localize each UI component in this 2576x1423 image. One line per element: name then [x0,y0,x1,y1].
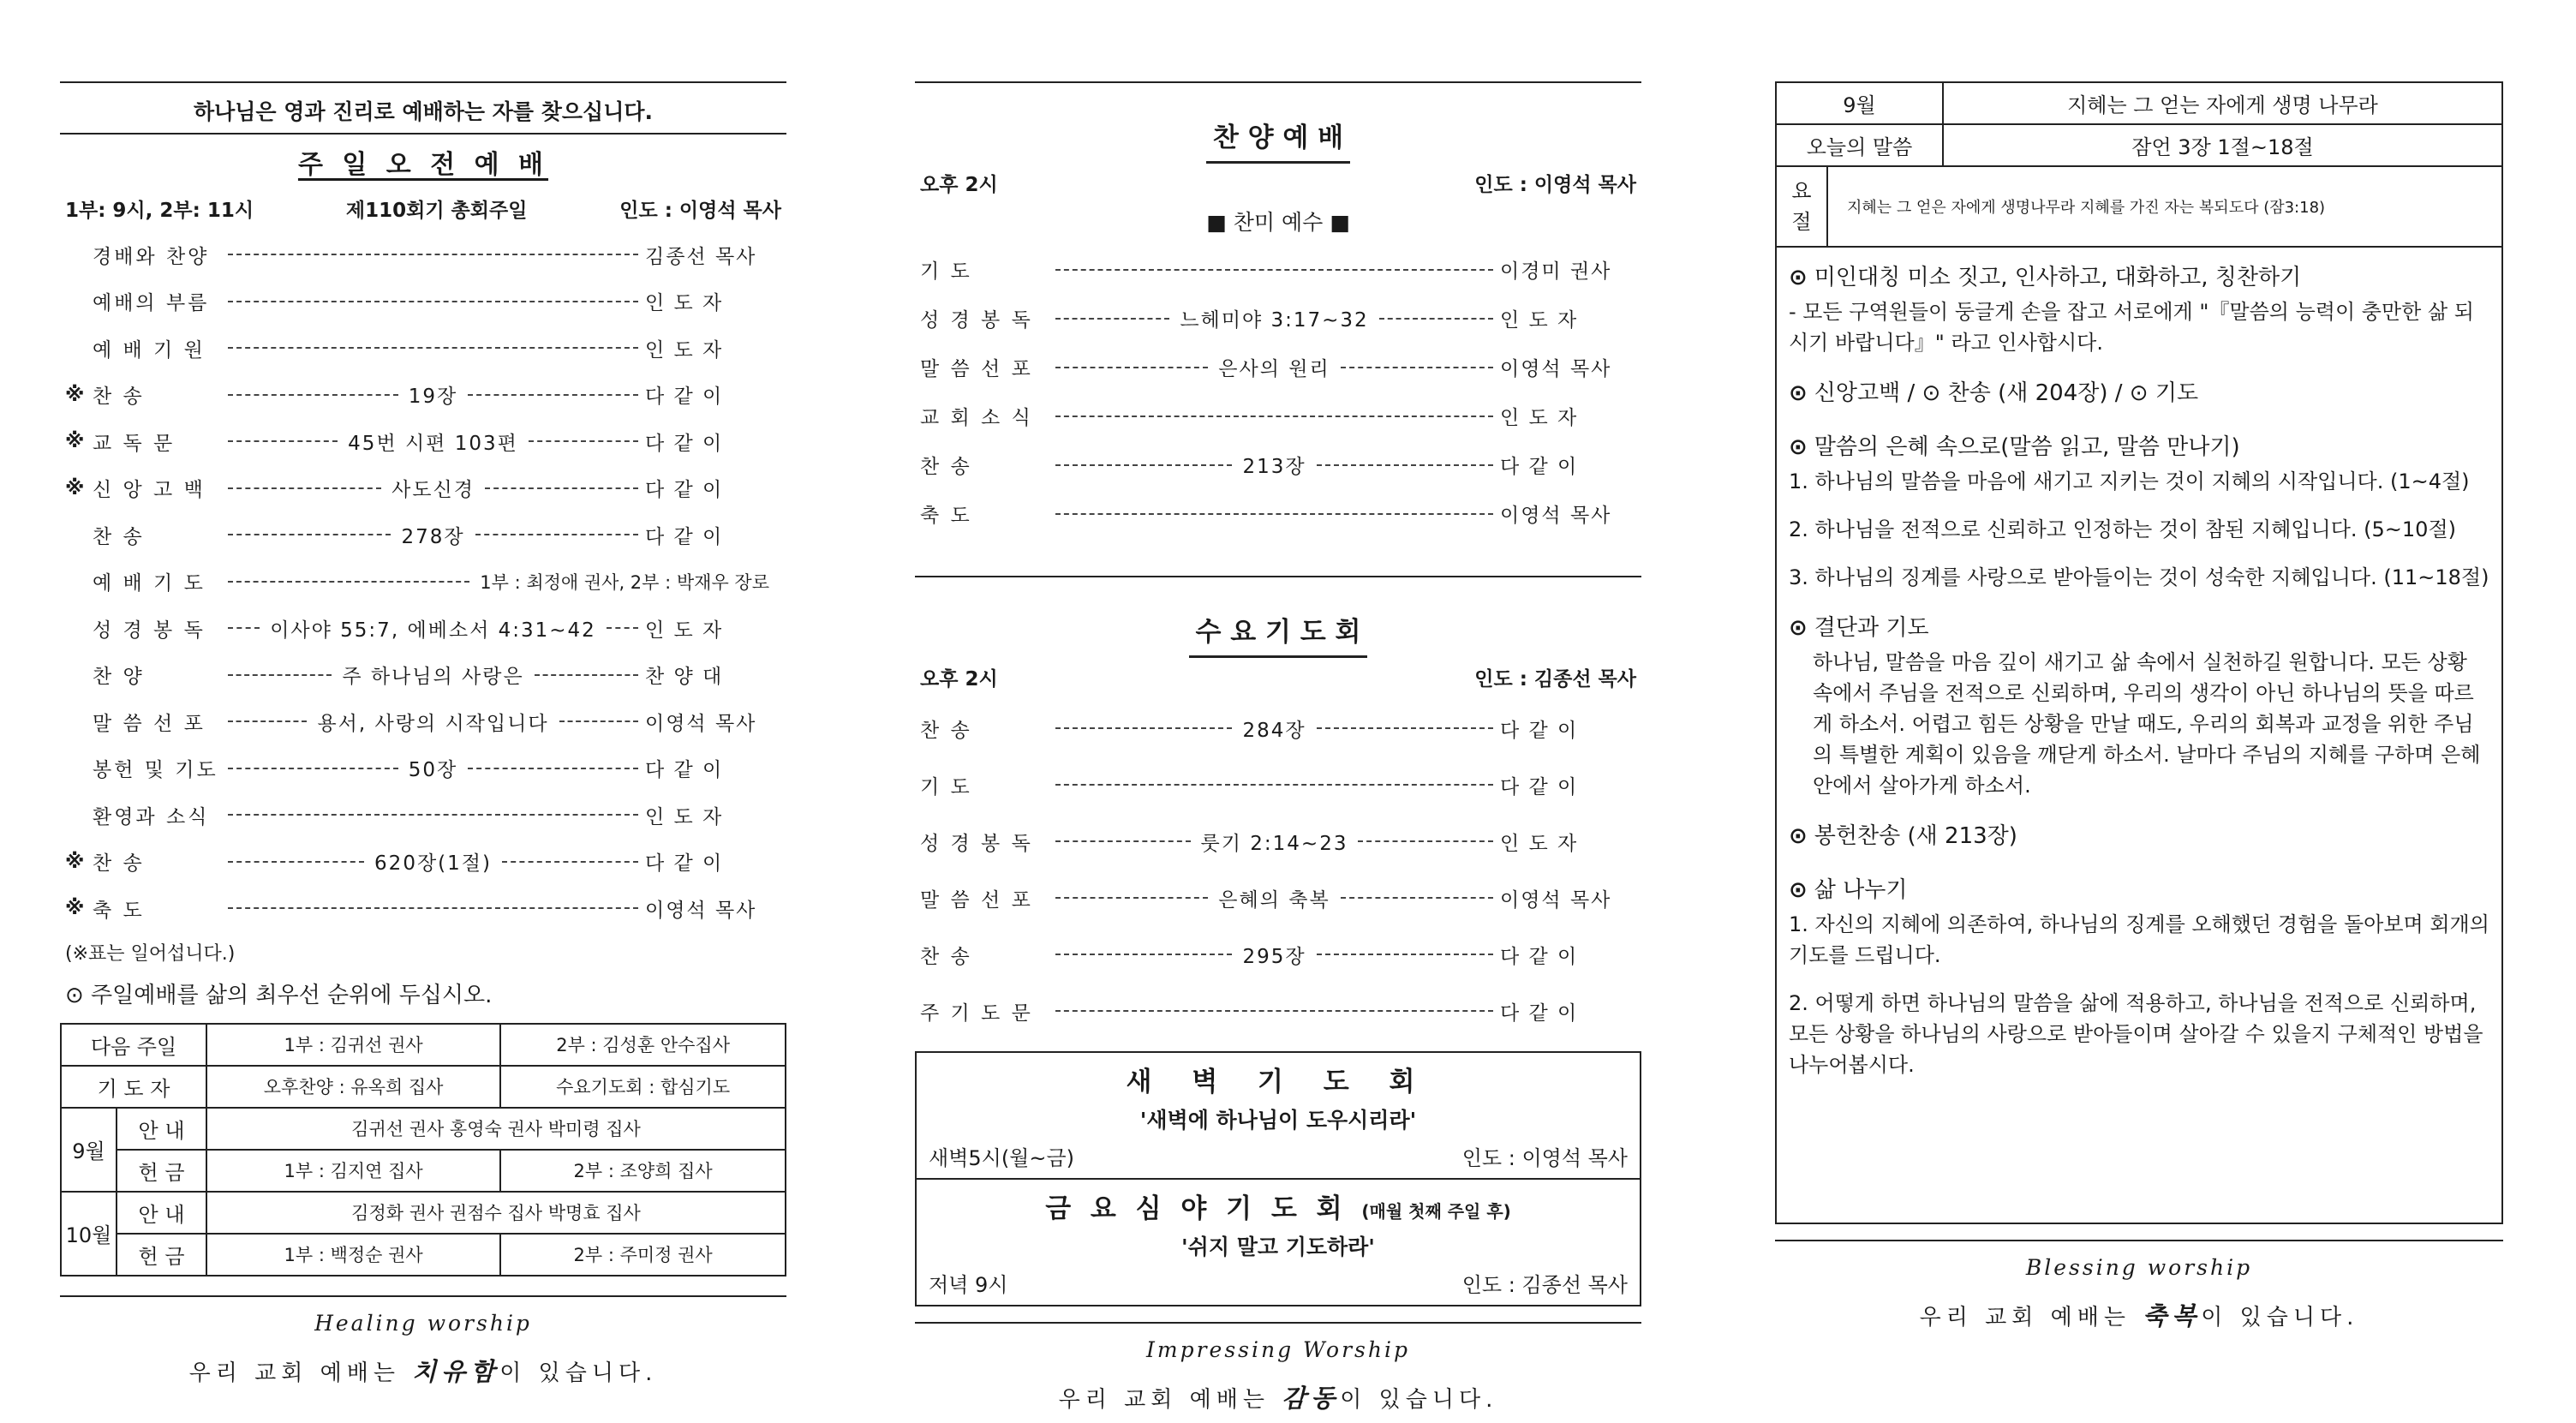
friday-time: 저녁 9시 [929,1273,1008,1297]
leader-line [1055,416,1493,417]
item-person: 인 도 자 [1500,407,1579,429]
item-person: 다 같 이 [645,479,724,502]
footer-text: 이 있습니다. [2201,1305,2359,1330]
list-item [60,559,786,606]
divider [915,576,1641,577]
section-text: 하나님, 말씀을 마음 깊이 새기고 삶 속에서 실천하길 원합니다. 모든 상황 속에서 주님을 전적으로 신뢰하며, 우리의 생각이 아닌 하나님의 뜻을 따르게 하소서. 어렵고 힘든 상황을 만날 때도, 우리의 회복과 교정을 위한 주님의 특별한 계획이 있음을 깨닫게 하소서. 날마다 주님의 지혜를 구하며 은혜 안에서 살아가게 하소서. [1813,650,2481,798]
section-heading [1789,818,2489,850]
item-person: 다 같 이 [1500,1001,1579,1025]
list-item [915,983,1641,1039]
leader-line [1055,513,1493,515]
section-text: - 모든 구역원들이 둥글게 손을 잡고 서로에게 "『말씀의 능력이 충만한 삶 되시기 바랍니다』" 라고 인사합시다. [1789,300,2474,355]
devotion-body [1775,248,2503,1224]
divider [915,81,1641,83]
leader-line [228,847,638,876]
table-row [61,1192,786,1234]
sep-guide: 김귀선 권사 홍영숙 권사 박미령 집사 [206,1108,786,1150]
section-text: 3. 하나님의 징계를 사랑으로 받아들이는 것이 성숙한 지혜입니다. (11~18절) [1789,565,2489,589]
oct-guide: 김정화 권사 권점수 집사 박명효 집사 [206,1192,786,1234]
item-name: 교 독 문 [93,432,176,455]
item-detail: 213장 [1242,456,1306,478]
friday-title-text: 금 요 심 야 기 도 회 [1045,1193,1348,1224]
item-person: 인 도 자 [1500,309,1579,332]
section-text: 1. 하나님의 말씀을 마음에 새기고 지키는 것이 지혜의 시작입니다. (1~4절) [1789,469,2470,493]
item-detail: 은사의 원리 [1218,358,1330,380]
leader-line [228,661,638,689]
sep-label: 9월 [61,1108,117,1192]
section-text: 2. 하나님을 전적으로 신뢰하고 인정하는 것이 참된 지혜입니다. (5~10절) [1789,517,2456,541]
leader-line [228,427,638,456]
wednesday-title [915,610,1641,658]
list-item [60,418,786,465]
order-of-worship [60,231,786,932]
wednesday-leader: 인도 : 김종선 목사 [1474,668,1636,691]
leader-line [228,474,638,502]
wednesday-time: 오후 2시 [920,668,998,691]
item-name: 말 씀 선 포 [93,712,206,735]
item-person: 이영석 목사 [1500,358,1612,380]
item-detail: 사도신경 [391,479,475,502]
leader-line [228,347,638,349]
leader-line [228,754,638,782]
leader-line [1055,1010,1493,1012]
sep-offering-1: 1부 : 김지연 집사 [206,1150,500,1192]
stand-mark: ※ [65,383,85,406]
item-name: 찬 송 [920,456,972,478]
item-detail: 은혜의 축복 [1218,888,1330,912]
stand-mark: ※ [65,897,85,920]
list-item [915,700,1641,756]
divider [60,133,786,135]
leader-line [1055,884,1493,912]
item-person: 인 도 자 [645,292,724,315]
section-heading [1789,429,2489,461]
list-item [60,372,786,419]
item-person: 이영석 목사 [645,899,757,922]
devotion-header [1775,81,2503,167]
heading-text: 말씀의 은혜 속으로(말씀 읽고, 말씀 만나기) [1814,434,2240,460]
dawn-prayer-box [915,1051,1641,1180]
praise-order [915,245,1641,538]
wednesday-meta [920,663,1636,691]
verse-text: 지혜는 그 얻은 자에게 생명나무라 지혜를 가진 자는 복되도다 (잠3:18) [1847,199,2326,217]
section-heading [1789,260,2489,291]
leader-line [1055,828,1493,856]
item-detail: 1부 : 최정애 권사, 2부 : 박재우 장로 [480,571,769,593]
slogan: 하나님은 영과 진리로 예배하는 자를 찾으십니다. [193,99,654,124]
rotation-table [60,1023,786,1277]
item-name: 찬 양 [93,666,145,689]
leader-line [228,380,638,409]
footer [1775,1255,2503,1332]
item-name: 기 도 [920,775,972,798]
item-detail: 284장 [1242,719,1306,742]
today-ref: 잠언 3장 1절~18절 [2131,135,2314,159]
item-detail: 룻기 2:14~23 [1200,832,1348,855]
dawn-title: 새 벽 기 도 회 [1126,1067,1431,1097]
key-verse [1775,167,2503,248]
stand-mark: ※ [65,430,85,453]
item-name: 경배와 찬양 [93,245,210,268]
item-name: 성 경 봉 독 [93,619,206,642]
list-item [60,745,786,792]
item-person: 찬 양 대 [645,666,724,689]
list-item [915,440,1641,489]
item-name: 말 씀 선 포 [920,358,1033,380]
guide-label: 안 내 [117,1192,206,1234]
leader-line [1055,714,1493,743]
target-icon: ⊙ [1789,877,1808,903]
leader-line [228,301,638,302]
item-name: 찬 송 [93,525,145,548]
stand-mark: ※ [65,850,85,873]
next-week-1: 1부 : 김귀선 권사 [206,1024,500,1066]
heading-text: 봉헌찬송 (새 213장) [1814,823,2017,849]
list-item [60,652,786,699]
item-name: 주 기 도 문 [920,1001,1033,1025]
friday-prayer-box [915,1180,1641,1306]
verse-label-text: 요절 [1791,179,1812,234]
item-person: 이영석 목사 [645,712,757,735]
footer-emphasis: 감동 [1282,1384,1341,1413]
verse-label [1777,167,1828,246]
item-detail: 느헤미야 3:17~32 [1180,309,1369,332]
weekday-column [915,81,1641,1414]
heading-text: 삶 나누기 [1814,877,1908,903]
item-person: 다 같 이 [645,759,724,782]
list-item [915,756,1641,813]
item-person: 다 같 이 [1500,775,1579,798]
item-detail: 19장 [408,386,458,409]
list-item [60,465,786,512]
footer-korean [915,1379,1641,1414]
praise-time: 오후 2시 [920,174,998,196]
next-week-2: 2부 : 김성훈 안수집사 [500,1024,786,1066]
item-name: 말 씀 선 포 [920,888,1033,912]
target-icon: ⊙ [1789,823,1808,849]
item-name: 환영과 소식 [93,805,210,828]
item-person: 이경미 권사 [1500,260,1612,283]
footer-korean [60,1353,786,1388]
leader-line [228,614,638,643]
leader-line [1055,941,1493,969]
list-item [915,489,1641,538]
table-row [61,1066,786,1108]
list-item [60,325,786,372]
item-name: 예 배 기 원 [93,338,206,362]
heading-text: 신앙고백 / ⊙ 찬송 (새 204장) / ⊙ 기도 [1814,380,2199,406]
leader-line [1055,304,1493,332]
wednesday-order [915,700,1641,1039]
leader-line [1055,269,1493,271]
item-person: 인 도 자 [645,805,724,828]
section-text: 1. 자신의 지혜에 의존하여, 하나님의 징계를 오해했던 경험을 돌아보며 회개의 기도를 드립니다. [1789,912,2489,967]
item-name: 신 앙 고 백 [93,479,206,502]
item-person: 인 도 자 [1500,832,1579,855]
dawn-leader: 인도 : 이영석 목사 [1461,1146,1628,1170]
oct-label: 10월 [61,1192,117,1276]
pm-praise: 오후찬양 : 유옥희 집사 [206,1066,500,1108]
item-name: 예배의 부름 [93,292,210,315]
service-times: 1부: 9시, 2부: 11시 [65,200,254,222]
item-name: 찬 송 [93,386,145,409]
footer-english: Healing worship [314,1310,532,1336]
stand-note: (※표는 일어섭니다.) [65,942,236,965]
list-item [60,698,786,745]
list-item [915,926,1641,983]
praise-meta [920,169,1636,197]
sep-offering-2: 2부 : 조양희 집사 [500,1150,786,1192]
footer-text: 이 있습니다. [499,1360,658,1386]
list-item [60,885,786,932]
target-icon: ⊙ [1789,615,1808,641]
section-heading [1789,375,2489,407]
item-name: 축 도 [920,505,972,527]
praise-leader: 인도 : 이영석 목사 [1474,174,1636,196]
item-name: 찬 송 [920,945,972,968]
footer [915,1337,1641,1414]
list-item [60,231,786,278]
list-item [915,245,1641,294]
item-detail: 50장 [408,759,458,782]
praise-subtitle: ■ 찬미 예수 ■ [1206,210,1350,235]
target-icon: ⊙ [1789,434,1808,460]
item-name: 성 경 봉 독 [920,832,1033,855]
footer-korean [1775,1297,2503,1332]
leader-line [228,814,638,816]
section-heading [1789,610,2489,642]
leader-line [228,254,638,255]
sunday-column [60,81,786,1388]
leader: 인도 : 이영석 목사 [619,200,781,222]
footer-text: 이 있습니다. [1340,1387,1498,1413]
footer [60,1311,786,1388]
item-person: 인 도 자 [645,619,724,642]
sunday-title: 주 일 오 전 예 배 [297,150,549,180]
next-week-label: 다음 주일 [61,1024,206,1066]
item-name: 교 회 소 식 [920,407,1033,429]
item-detail: 278장 [401,525,465,548]
dawn-time: 새벽5시(월~금) [929,1146,1075,1170]
offering-label: 헌 금 [117,1150,206,1192]
item-name: 기 도 [920,260,972,283]
heading-text: 미인대칭 미소 짓고, 인사하고, 대화하고, 칭찬하기 [1814,265,2302,290]
divider [60,1295,786,1297]
sunday-meta [65,194,781,223]
item-person: 김종선 목사 [645,245,757,268]
theme: 지혜는 그 얻는 자에게 생명 나무라 [1944,83,2501,125]
item-person: 다 같 이 [645,432,724,455]
list-item [60,839,786,886]
list-item [915,870,1641,926]
friday-meta [917,1261,1640,1305]
section-text: 2. 어떻게 하면 하나님의 말씀을 삶에 적용하고, 하나님을 전적으로 신뢰하며, 모든 상황을 하나님의 사랑으로 받아들이며 살아갈 수 있을지 구체적인 방법을 나누어봅시다. [1789,991,2483,1077]
item-person: 다 같 이 [645,852,724,876]
item-name: 봉헌 및 기도 [93,759,218,782]
divider [915,1322,1641,1324]
item-detail: 이사야 55:7, 에베소서 4:31~42 [270,619,596,642]
leader-line [1055,353,1493,381]
item-detail: 주 하나님의 사랑은 [342,666,524,689]
wed-prayer: 수요기도회 : 합심기도 [500,1066,786,1108]
footer-emphasis: 축복 [2143,1301,2202,1330]
list-item [60,278,786,326]
item-name: 예 배 기 도 [93,572,206,595]
item-person: 인 도 자 [645,338,724,362]
item-person: 다 같 이 [645,386,724,409]
friday-leader: 인도 : 김종선 목사 [1461,1273,1628,1297]
list-item [60,605,786,652]
section-heading [1789,872,2489,904]
footer-text: 우리 교회 예배는 [1919,1305,2143,1330]
item-detail: 용서, 사랑의 시작입니다 [317,712,549,735]
list-item [915,813,1641,870]
table-row [61,1024,786,1066]
list-item [915,392,1641,440]
list-item [60,792,786,839]
table-row [61,1234,786,1276]
guide-label: 안 내 [117,1108,206,1150]
dawn-meta [917,1134,1640,1178]
occasion: 제110회기 총회주일 [345,200,528,222]
divider [1775,1240,2503,1241]
heading-text: 결단과 기도 [1814,615,1929,641]
target-icon: ⊙ [1789,380,1808,406]
stand-mark: ※ [65,476,85,499]
item-detail: 45번 시편 103편 [348,432,518,455]
footer-english: Blessing worship [2025,1255,2253,1280]
footer-emphasis: 치유함 [412,1356,500,1386]
friday-note: (매월 첫째 주일 후) [1361,1201,1511,1222]
offering-label: 헌 금 [117,1234,206,1276]
today-label: 오늘의 말씀 [1777,125,1944,165]
prayer-label: 기 도 자 [61,1066,206,1108]
item-person: 다 같 이 [645,525,724,548]
leader-line [1055,784,1493,786]
table-row [61,1150,786,1192]
priority-tip: ⊙ 주일예배를 삶의 최우선 순위에 두십시오. [65,982,493,1008]
oct-offering-1: 1부 : 백정순 권사 [206,1234,500,1276]
footer-english: Impressing Worship [1146,1337,1410,1362]
item-detail: 620장(1절) [374,852,492,876]
item-name: 축 도 [93,899,145,922]
leader-line [228,521,638,549]
item-person: 다 같 이 [1500,945,1579,968]
list-item [915,343,1641,392]
wednesday-title-text: 수 요 기 도 회 [1189,610,1368,658]
list-item [60,511,786,559]
friday-motto: '쉬지 말고 기도하라' [1181,1235,1375,1259]
item-name: 찬 송 [93,852,145,876]
list-item [915,294,1641,343]
item-person: 다 같 이 [1500,456,1579,478]
oct-offering-2: 2부 : 주미정 권사 [500,1234,786,1276]
item-name: 성 경 봉 독 [920,309,1033,332]
item-person: 이영석 목사 [1500,888,1612,912]
month: 9월 [1777,83,1944,125]
item-person: 다 같 이 [1500,719,1579,742]
target-icon: ⊙ [1789,265,1808,290]
devotion-column [1775,81,2503,1332]
leader-line [228,708,638,736]
friday-title [917,1180,1640,1225]
leader-line [1055,451,1493,479]
item-name: 찬 송 [920,719,972,742]
praise-title [915,116,1641,164]
leader-line [228,569,780,595]
footer-text: 우리 교회 예배는 [1058,1387,1282,1413]
item-person: 이영석 목사 [1500,505,1612,527]
praise-title-text: 찬 양 예 배 [1206,116,1350,164]
footer-text: 우리 교회 예배는 [188,1360,413,1386]
item-detail: 295장 [1242,945,1306,968]
table-row [61,1108,786,1150]
dawn-motto: '새벽에 하나님이 도우시리라' [1139,1108,1417,1133]
leader-line [228,907,638,909]
